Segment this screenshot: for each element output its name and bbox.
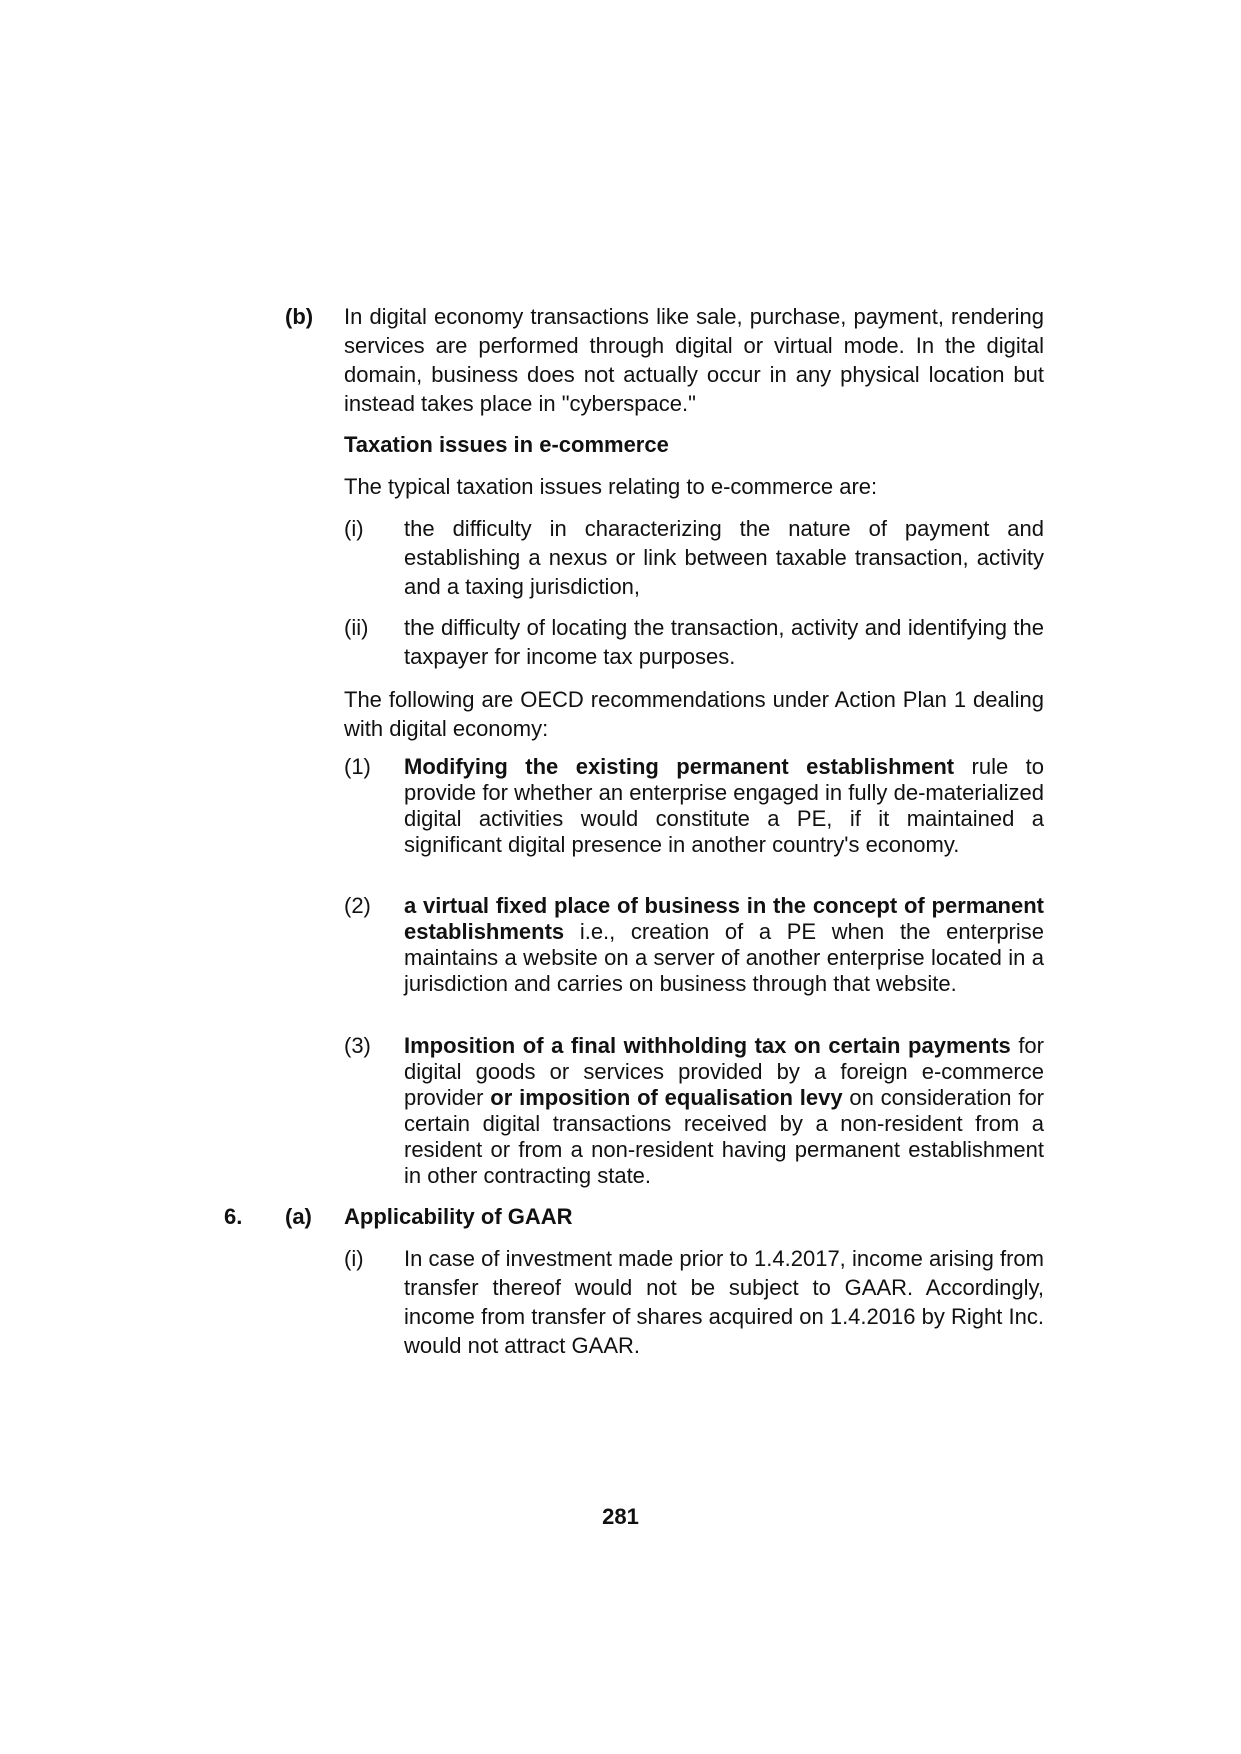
recommendation-bold-text: a virtual fixed place of business in the concept of permanent establishments: [404, 893, 1044, 944]
section-6-title: Applicability of GAAR: [344, 1204, 573, 1229]
typical-issues-intro: The typical taxation issues relating to e-commerce are:: [344, 474, 878, 499]
recommendation-text: [404, 893, 1044, 997]
recommendation-plain-text: i.e., creation of a PE when the enterprise maintains a website on a server of another enterprise located in a jurisdiction and carries on business through that website.: [404, 919, 1044, 996]
section-6-sub-label: (a): [285, 1204, 312, 1229]
recommendation-plain-text: rule to provide for whether an enterprise engaged in fully de-materialized digital activities would constitute a PE, if it maintained a significant digital presence in another country's economy.: [404, 754, 1044, 857]
oecd-intro: The following are OECD recommendations under Action Plan 1 dealing with digital economy:: [344, 687, 1044, 741]
list-item-text: the difficulty of locating the transaction, activity and identifying the taxpayer for income tax purposes.: [404, 615, 1044, 669]
recommendation-bold-text: or imposition of equalisation levy: [490, 1085, 843, 1110]
recommendation-plain-text: for digital goods or services provided by a foreign e-commerce provider: [404, 1033, 1044, 1110]
recommendation-text: [404, 1033, 1044, 1189]
taxation-issues-heading: Taxation issues in e-commerce: [344, 432, 669, 457]
list-item-number: (i): [344, 1246, 364, 1271]
page-number: 281: [602, 1504, 639, 1529]
recommendation-number: (3): [344, 1033, 371, 1058]
list-item-number: (i): [344, 516, 364, 541]
section-b-label: (b): [285, 304, 314, 329]
list-item-text: the difficulty in characterizing the nature of payment and establishing a nexus or link between taxable transaction, activity and a taxing jurisdiction,: [404, 516, 1044, 599]
recommendation-plain-text: on consideration for certain digital transactions received by a non-resident from a resident or from a non-resident having permanent establishment in other contracting state.: [404, 1085, 1045, 1188]
section-b-intro: In digital economy transactions like sale, purchase, payment, rendering services are performed through digital or virtual mode. In the digital domain, business does not actually occur in any physical location but instead takes place in "cyberspace.": [344, 304, 1044, 416]
recommendation-number: (1): [344, 754, 371, 779]
recommendation-bold-text: Modifying the existing permanent establishment: [404, 754, 955, 779]
section-6-number: 6.: [224, 1204, 243, 1229]
list-item-text: In case of investment made prior to 1.4.2017, income arising from transfer thereof would not be subject to GAAR. Accordingly, income from transfer of shares acquired on 1.4.2016 by Right Inc. would not attract GAAR.: [404, 1246, 1044, 1358]
recommendation-number: (2): [344, 893, 371, 918]
recommendation-text: [404, 754, 1044, 858]
list-item-number: (ii): [344, 615, 369, 640]
recommendation-bold-text: Imposition of a final withholding tax on certain payments: [404, 1033, 1011, 1058]
